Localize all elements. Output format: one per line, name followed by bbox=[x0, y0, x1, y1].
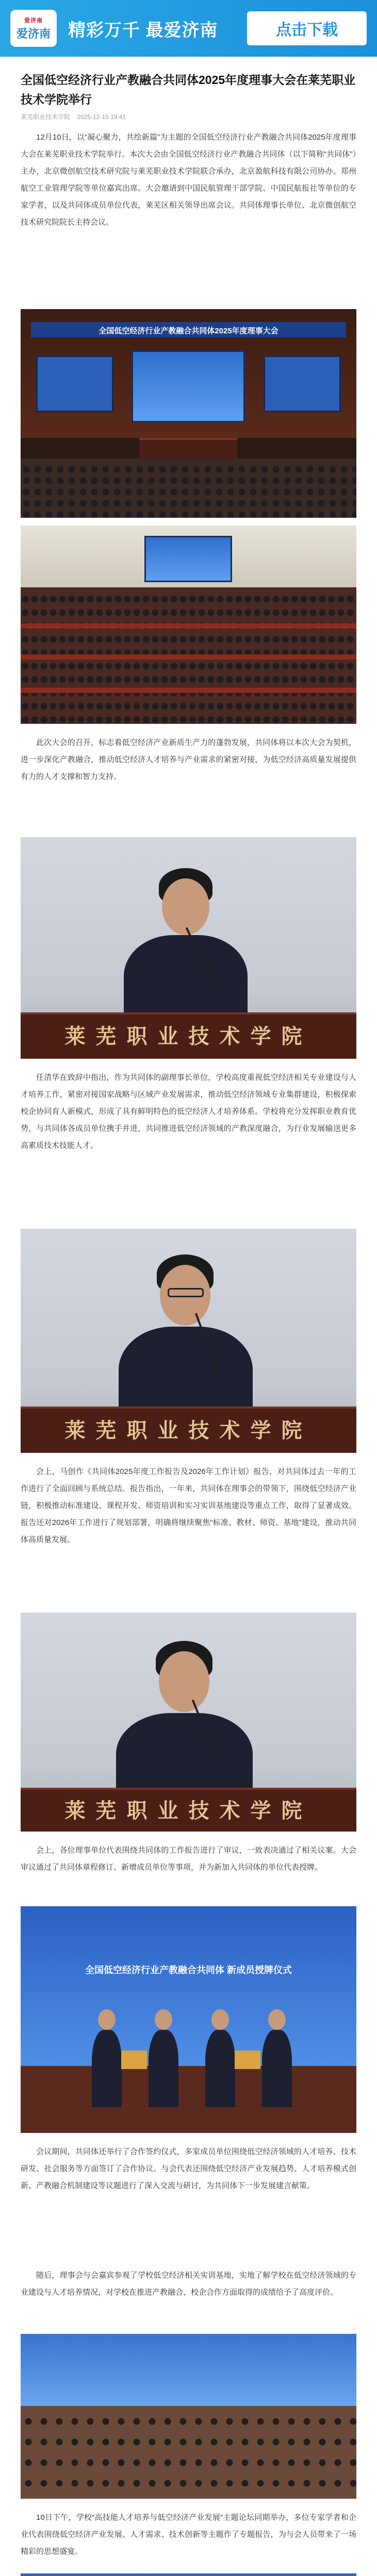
article-body-8 bbox=[21, 2509, 356, 2560]
article-title: 全国低空经济行业产教融合共同体2025年度理事大会在莱芜职业技术学院举行 bbox=[21, 73, 356, 106]
article-body-1 bbox=[21, 129, 356, 231]
download-button[interactable]: 点击下载 bbox=[247, 11, 367, 45]
photo-award-ceremony bbox=[21, 1906, 356, 2133]
article-date: 2025-12-15 19:41 bbox=[77, 113, 126, 121]
paragraph: 会议期间，共同体还举行了合作签约仪式，多家成员单位围绕低空经济领域的人才培养、技术研发、社会服务等方面签订了合作协议。与会代表还围绕低空经济产业发展趋势、人才培养模式创新、产教融合机制建设等议题进行了深入交流与研讨，为共同体下一步发展建言献策。 bbox=[21, 2147, 356, 2190]
article-body-7 bbox=[21, 2267, 356, 2301]
banner-text: 全国低空经济行业产教融合共同体2025年度理事大会 bbox=[99, 327, 278, 335]
photo-audience bbox=[21, 526, 356, 724]
paragraph: 此次大会的召开，标志着低空经济产业新质生产力的蓬勃发展，共同体将以本次大会为契机，进一步深化产教融合，推动低空经济人才培养与产业需求的紧密对接，为低空经济高质量发展提供有力的人才支撑和智力支持。 bbox=[21, 738, 356, 781]
photo-speaker-3 bbox=[21, 1613, 356, 1832]
logo-small-text: 爱济南 bbox=[24, 17, 43, 24]
app-download-banner[interactable] bbox=[0, 0, 377, 57]
article-body-6 bbox=[21, 2143, 356, 2194]
article-body-2 bbox=[21, 734, 356, 785]
ceremony-screen-text: 全国低空经济行业产教融合共同体 新成员授牌仪式 bbox=[85, 1965, 292, 1975]
paragraph: 12月10日，以“凝心聚力，共绘新篇”为主题的全国低空经济行业产教融合共同体2025年度理事大会在莱芜职业技术学院举行。本次大会由全国低空经济行业产教融合共同体（以下简称“共同体”）主办，北京微创航空技术研究院与莱芜职业技术学院联合承办，北京盈航科技有限公司协办。郑州航空工业管理学院等单位嘉宾出席。大会邀请到中国民航管理干部学院、中国民航报社等单位的专家学者，以及共同体成员单位代表，莱芜区相关领导出席会议。共同体理事长单位、北京微创航空技术研究院院长主持会议。 bbox=[21, 133, 356, 227]
paragraph: 随后，理事会与会嘉宾参观了学校低空经济相关实训基地，实地了解学校在低空经济领域的专业建设与人才培养情况，对学校在推进产教融合、校企合作方面取得的成绩给予了高度评价。 bbox=[21, 2271, 356, 2297]
paragraph: 会上，各位理事单位代表围绕共同体的工作报告进行了审议，一致表决通过了相关议案。大会审议通过了共同体章程修订、新增成员单位等事项，并为新加入共同体的单位代表授牌。 bbox=[21, 1846, 356, 1872]
article-body-5 bbox=[21, 1842, 356, 1876]
logo-main-text: 爱济南 bbox=[16, 27, 51, 41]
photo-visit bbox=[21, 2334, 356, 2499]
photo-meeting-stage bbox=[21, 309, 356, 518]
paragraph: 任清华在致辞中指出，作为共同体的副理事长单位，学校高度重视低空经济相关专业建设与人才培养工作，紧密对接国家战略与区域产业发展需求，推动低空经济领域专业集群建设，积极探索校企协同育人新模式，形成了具有鲜明特色的低空经济人才培养体系。学校将充分发挥职业教育优势，与共同体各成员单位携手并进，共同推进低空经济领域的产教深度融合，为行业发展输送更多高素质技术技能人才。 bbox=[21, 1073, 356, 1150]
podium-school-sign: 莱芜职业技术学院 bbox=[64, 1418, 313, 1443]
article-body-3 bbox=[21, 1069, 356, 1154]
photo-forum bbox=[21, 2573, 356, 2576]
banner-slogan: 精彩万千 最爱济南 bbox=[68, 20, 218, 40]
photo-speaker-2 bbox=[21, 1229, 356, 1453]
paragraph: 会上，马创作《共同体2025年度工作报告及2026年工作计划》报告，对共同体过去一年的工作进行了全面回顾与系统总结。报告指出，一年来，共同体在理事会的带领下，围绕低空经济产业链，积极推动标准建设、课程开发、师资培训和实习实训基地建设等重点工作，取得了显著成效。报告还对2026年工作进行了规划部署，明确将继续聚焦“标准、教材、师资、基地”建设，推动共同体高质量发展。 bbox=[21, 1467, 356, 1544]
article-body-4 bbox=[21, 1463, 356, 1548]
article-meta bbox=[21, 112, 356, 121]
podium-school-sign: 莱芜职业技术学院 bbox=[64, 1024, 313, 1048]
article-header bbox=[21, 70, 356, 121]
podium-school-sign: 莱芜职业技术学院 bbox=[64, 1799, 313, 1823]
paragraph: 10日下午，学校“高技能人才培养与低空经济产业发展”主题论坛同期举办，多位专家学者和企业代表围绕低空经济产业发展、人才需求、技术创新等主题作了专题报告，为与会人员带来了一场精彩的思想盛宴。 bbox=[21, 2513, 356, 2556]
article-source: 莱芜职业技术学院 bbox=[21, 113, 71, 121]
app-logo bbox=[10, 10, 57, 47]
photo-speaker-1 bbox=[21, 837, 356, 1059]
